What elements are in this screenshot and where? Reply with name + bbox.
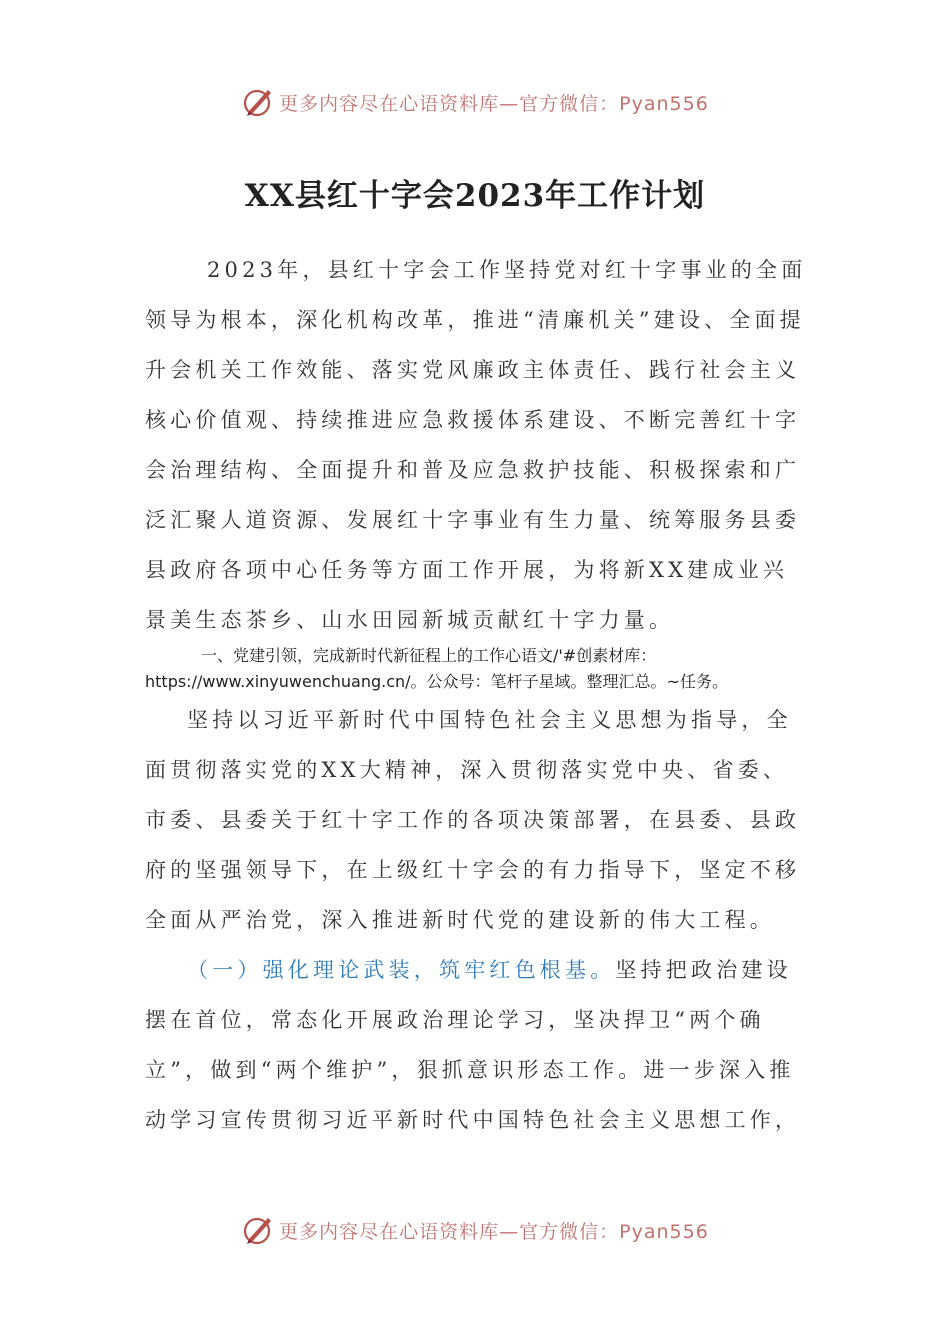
document-title: XX县红十字会2023年工作计划	[244, 178, 706, 214]
section-heading-line-1: 一、党建引领，完成新时代新征程上的工作心语文/'#创素材库：	[201, 646, 657, 665]
subsection-heading: （一）强化理论武装，筑牢红色根基。	[187, 958, 616, 982]
guiding-paragraph: 坚持以习近平新时代中国特色社会主义思想为指导，全面贯彻落实党的XX大精神，深入贯彻落实党中央、省委、市委、县委关于红十字工作的各项决策部署，在县委、县政府的坚强领导下，在上级红十字会的有力指导下，坚定不移全面从严治党，深入推进新时代党的建设新的伟大工程。	[145, 708, 801, 932]
pen-logo-icon	[241, 85, 275, 119]
intro-paragraph: 2023年，县红十字会工作坚持党对红十字事业的全面领导为根本，深化机构改革，推进“清廉机关”建设、全面提升会机关工作效能、落实党风廉政主体责任、践行社会主义核心价值观、持续推进应急救援体系建设、不断完善红十字会治理结构、全面提升和普及应急救护技能、积极探索和广泛汇聚人道资源、发展红十字事业有生力量、统筹服务县委县政府各项中心任务等方面工作开展，为将新XX建成业兴景美生态茶乡、山水田园新城贡献红十字力量。	[145, 258, 807, 632]
watermark-text: 更多内容尽在心语资料库—官方微信：Pyan556	[279, 1220, 709, 1243]
pen-logo-icon	[241, 1213, 275, 1247]
subsection-body: 坚持把政治建设摆在首位，常态化开展政治理论学习，坚决捍卫“两个确立”，做到“两个维护”，狠抓意识形态工作。进一步深入推动学习宣传贯彻习近平新时代中国特色社会主义思想工作，	[145, 958, 801, 1132]
subsection-paragraph	[145, 945, 810, 1145]
footer-watermark-banner	[0, 1208, 950, 1252]
header-watermark-banner	[0, 80, 950, 124]
watermark-text: 更多内容尽在心语资料库—官方微信：Pyan556	[279, 92, 709, 115]
section-heading-line-2: https://www.xinyuwenchuang.cn/。公众号：笔杆子星域。整理汇总。~任务。	[145, 672, 728, 691]
section-heading-1	[145, 643, 825, 695]
